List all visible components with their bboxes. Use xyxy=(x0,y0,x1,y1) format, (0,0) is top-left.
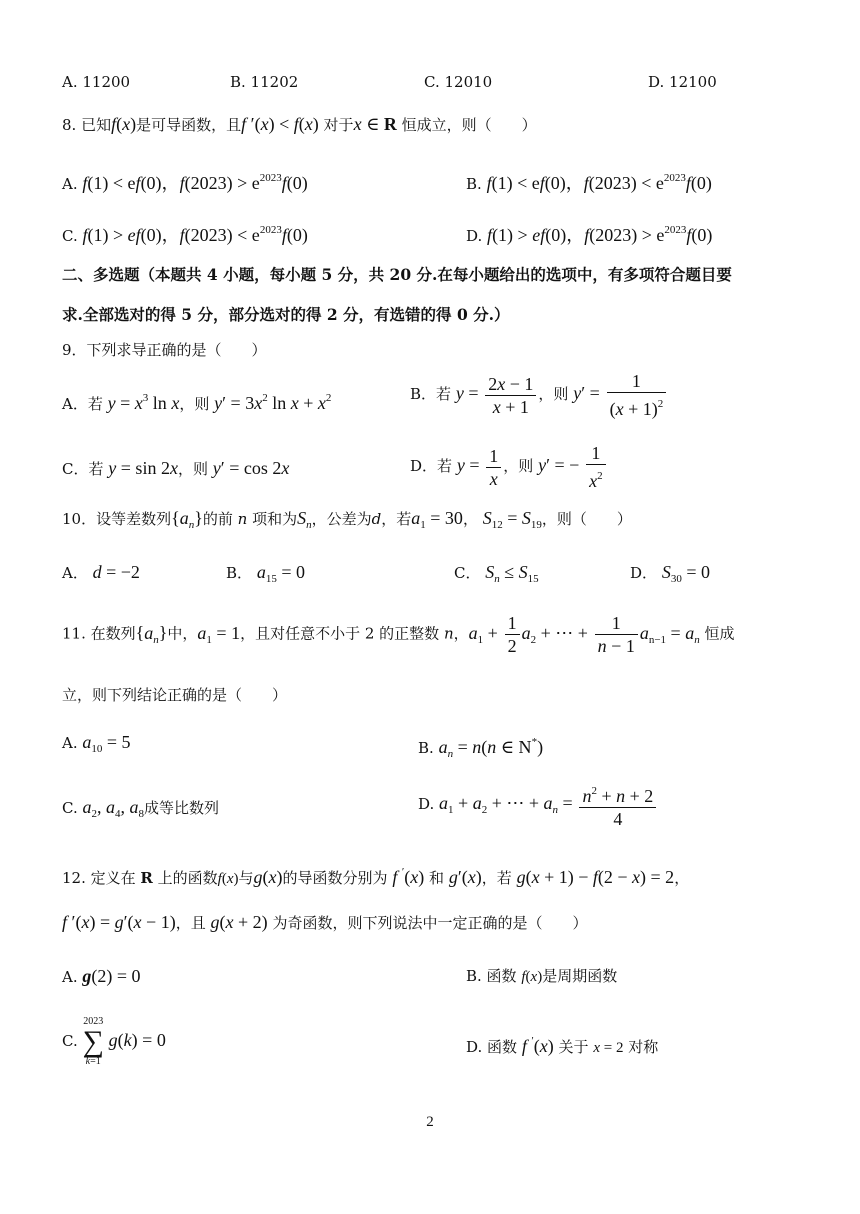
q9-stem: 9．下列求导正确的是（ ） xyxy=(62,341,267,359)
q12-option-b: B. 函数 f(x)是周期函数 xyxy=(466,967,618,985)
section-heading-line-2: 求.全部选对的得 5 分，部分选对的得 2 分，有选错的得 0 分.） xyxy=(62,305,510,324)
q12-option-c: C. 2023 ∑ k=1 g(k) = 0 xyxy=(62,1016,166,1067)
q10-option-b: B． $a_{15} = 0$ xyxy=(226,562,305,585)
q8-option-b: B. f(1) < ef(0)，$f(2023) < e^{2023}f(0)$ xyxy=(466,172,712,193)
q11-option-c: C. $a_2$, $a_4$, $a_8$成等比数列 xyxy=(62,797,220,820)
q12-stem: 12. 定义在 R 上的函数f(x)与g(x)的导函数分别为 f ′(x) 和 g′(x)，若 g(x + 1) − f(2 − x) = 2， xyxy=(62,866,690,887)
q10-option-d: D． $S_{30} = 0$ xyxy=(630,562,710,585)
q7-option-d: D. 12100 xyxy=(648,73,717,91)
q7-option-b: B. 11202 xyxy=(230,73,299,91)
q11-stem-line-2: 立，则下列结论正确的是（ ） xyxy=(62,686,288,704)
q8-option-d: D. f(1) > ef(0)，$f(2023) > e^{2023}f(0)$ xyxy=(466,224,713,245)
q11-option-b: B. $a_n = n(n$ ∈ N*) xyxy=(418,736,544,760)
q10-option-c: C． $S_n \le S_{15}$ xyxy=(454,562,539,585)
q10-stem: 10．设等差数列$\{a_n\}$的前 n 项和为$S_n$，公差为d，若$a_1 = 30$， $S_{12} = S_{19}$，则（ ） xyxy=(62,508,632,531)
q8-option-c: C. f(1) > ef(0)，$f(2023) < e^{2023}f(0)$ xyxy=(62,224,308,245)
section-heading-line-1: 二、多选题（本题共 4 小题，每小题 5 分，共 20 分.在每小题给出的选项中，有多项符合题目要 xyxy=(62,265,732,284)
q7-option-a: A. 11200 xyxy=(62,73,131,91)
page-number: 2 xyxy=(426,1114,434,1130)
q9-option-a: A．若 $y = x^3$ ln x，则 $y' = 3x^2$ $\ln x + x^2$ xyxy=(62,392,332,413)
q11-option-a: A. $a_{10} = 5$ xyxy=(62,732,131,755)
q12-stem-line-2: f ′(x) = g′(x − 1)，且 g(x + 2) 为奇函数，则下列说法中一定正确的是（ ） xyxy=(62,912,588,932)
summation: 2023 ∑ k=1 xyxy=(82,1016,104,1067)
q10-option-a: A． d = −2 xyxy=(62,562,140,582)
q8-option-a: A. f(1) < ef(0)，$f(2023) > e^{2023}f(0)$ xyxy=(62,172,308,193)
q8-stem: 8. 已知f(x)是可导函数，且f ′(x) < f(x) 对于x ∈ R 恒成立，则（ ） xyxy=(62,114,537,134)
q11-option-d: D. $a_1 + a_2$ + ⋯ + $a_n$ = $\frac{n^2 + n + 2}{4}$ xyxy=(418,782,658,828)
q9-option-d: D．若 y = $\frac{1}{x}$ ，则 y′ = − $\frac{1}{x^2}$ xyxy=(410,444,608,490)
q12-option-a: A. g(2) = 0 xyxy=(62,966,141,986)
q9-option-b: B．若 y = $\frac{2x - 1}{x + 1}$ ，则 y′ = $\frac{1}{(x + 1)^2}$ xyxy=(410,372,668,418)
q11-stem: 11. 在数列$\{a_n\}$中，$a_1 = 1$，且对任意不小于 2 的正整数 n，$a_1$ + $\frac{1}{2}$ $a_2$ + ⋯ + $\frac{1}{n - 1}$ $a_{n-1} = a_n$ 恒成 xyxy=(62,613,735,656)
q9-option-c: C．若 y = sin 2x，则 y′ = cos 2x xyxy=(62,458,290,478)
q12-option-d: D. 函数 f ′(x) 关于 x = 2 对称 xyxy=(466,1035,659,1056)
q7-option-c: C. 12010 xyxy=(424,73,493,91)
